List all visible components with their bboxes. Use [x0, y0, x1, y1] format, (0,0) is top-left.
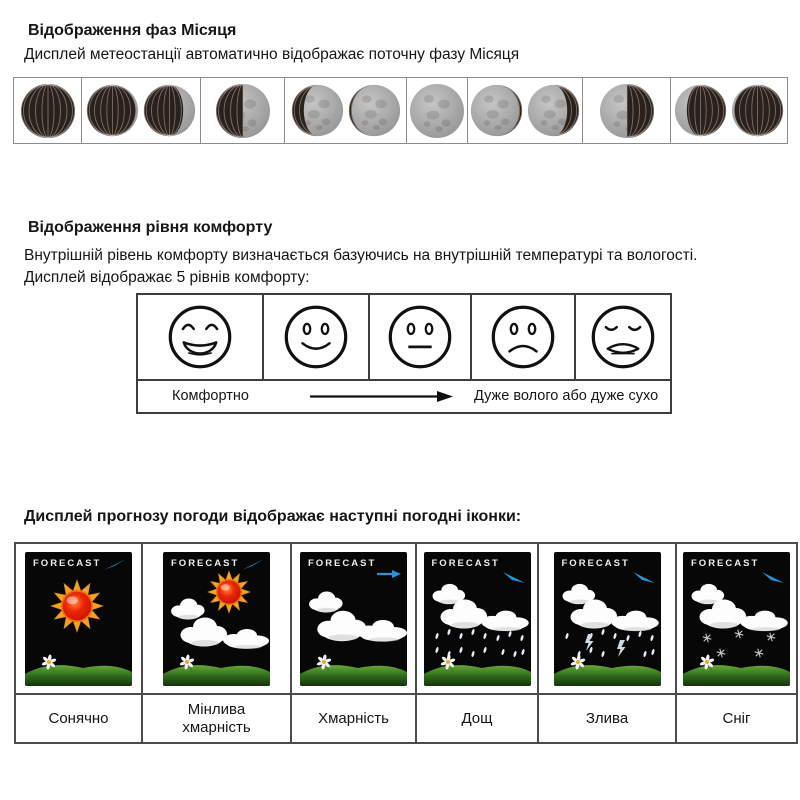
forecast-icon-cell — [417, 544, 537, 695]
forecast-column-rain — [417, 544, 539, 742]
comfort-face-cell — [576, 295, 670, 379]
waning-gibbous-early-icon — [469, 83, 524, 138]
moon-phase-cell — [284, 77, 407, 144]
forecast-brand-label: FORECAST — [431, 557, 500, 569]
comfort-scale-right-arrow-icon — [308, 390, 454, 403]
forecast-screen-snow — [683, 552, 790, 686]
forecast-brand-label: FORECAST — [561, 557, 630, 569]
forecast-label: Сонячно — [48, 709, 109, 727]
moon-phase-cell — [81, 77, 201, 144]
comfort-face-cell — [264, 295, 370, 379]
comfort-face-cell — [370, 295, 472, 379]
moon-phase-cell — [582, 77, 671, 144]
forecast-screen-partly-cloudy — [163, 552, 270, 686]
forecast-column-partly-cloudy — [143, 544, 292, 742]
comfort-face-cell — [138, 295, 264, 379]
sun-icon — [25, 552, 132, 686]
comfort-scale-left-label: Комфортно — [172, 388, 249, 404]
forecast-column-cloudy — [292, 544, 417, 742]
forecast-label-cell — [143, 695, 290, 742]
comfort-scale-row — [138, 379, 670, 412]
forecast-label: Дощ — [461, 709, 493, 727]
forecast-label: Хмарність — [318, 709, 389, 727]
forecast-label: Сніг — [722, 709, 751, 727]
forecast-section-title: Дисплей прогнозу погоди відображає наступні погодні іконки: — [24, 508, 522, 525]
forecast-brand-label: FORECAST — [171, 557, 240, 569]
face-very-comfortable-icon — [164, 301, 236, 373]
comfort-section-body-line2: Дисплей відображає 5 рівнів комфорту: — [24, 269, 310, 286]
face-uncomfortable-icon — [487, 301, 559, 373]
forecast-label-cell — [417, 695, 537, 742]
moon-phase-cell — [13, 77, 82, 144]
waning-crescent-thin-icon — [730, 83, 785, 138]
forecast-brand-label: FORECAST — [308, 557, 377, 569]
forecast-label: Мінлива хмарність — [182, 701, 251, 736]
full-moon-icon — [408, 82, 466, 140]
trend-down-arrow-icon — [761, 571, 785, 584]
forecast-icon-cell — [16, 544, 141, 695]
trend-flat-arrow-icon — [376, 569, 402, 579]
face-comfortable-icon — [280, 301, 352, 373]
forecast-brand-label: FORECAST — [33, 557, 102, 569]
comfort-section-title: Відображення рівня комфорту — [28, 219, 273, 236]
forecast-label: Злива — [585, 709, 629, 727]
forecast-screen-sunny — [25, 552, 132, 686]
moon-phase-cell — [467, 77, 583, 144]
comfort-scale-right-label: Дуже волого або дуже сухо — [474, 388, 659, 404]
moon-phase-cell — [406, 77, 468, 144]
forecast-screen-heavy-rain — [554, 552, 661, 686]
forecast-label-cell — [677, 695, 796, 742]
forecast-column-heavy-rain — [539, 544, 677, 742]
face-very-uncomfortable-icon — [587, 301, 659, 373]
moon-phase-cell — [200, 77, 285, 144]
waning-gibbous-icon — [526, 83, 581, 138]
moon-section-title: Відображення фаз Місяця — [28, 22, 237, 39]
forecast-label-cell — [292, 695, 415, 742]
forecast-screen-rain — [424, 552, 531, 686]
comfort-face-cell — [472, 295, 576, 379]
moon-phase-cell — [670, 77, 788, 144]
moon-section-subtitle: Дисплей метеостанції автоматично відображає поточну фазу Місяця — [24, 46, 520, 63]
moon-phase-table — [13, 77, 788, 144]
waxing-crescent-icon — [142, 83, 197, 138]
forecast-icon-cell — [539, 544, 675, 695]
waxing-crescent-thin-icon — [85, 83, 140, 138]
trend-down-arrow-icon — [502, 571, 526, 584]
face-neutral-icon — [384, 301, 456, 373]
waxing-gibbous-icon — [290, 83, 345, 138]
forecast-label-cell — [539, 695, 675, 742]
forecast-column-snow — [677, 544, 796, 742]
forecast-label-cell — [16, 695, 141, 742]
forecast-icon-cell — [143, 544, 290, 695]
first-quarter-icon — [214, 82, 272, 140]
sun-clouds-icon — [163, 552, 270, 686]
trend-up-arrow-icon — [241, 558, 265, 571]
forecast-column-sunny — [16, 544, 143, 742]
forecast-icon-cell — [292, 544, 415, 695]
waxing-gibbous-late-icon — [347, 83, 402, 138]
comfort-faces-row — [138, 295, 670, 379]
forecast-icon-cell — [677, 544, 796, 695]
trend-up-arrow-icon — [103, 558, 127, 571]
forecast-brand-label: FORECAST — [691, 557, 760, 569]
trend-down-arrow-icon — [632, 571, 656, 584]
waning-crescent-icon — [673, 83, 728, 138]
forecast-table — [14, 542, 798, 744]
last-quarter-icon — [598, 82, 656, 140]
comfort-section-body-line1: Внутрішній рівень комфорту визначається базуючись на внутрішній температурі та вологості. — [24, 247, 698, 264]
comfort-table — [136, 293, 672, 414]
forecast-screen-cloudy — [300, 552, 407, 686]
new-moon-icon — [19, 82, 77, 140]
